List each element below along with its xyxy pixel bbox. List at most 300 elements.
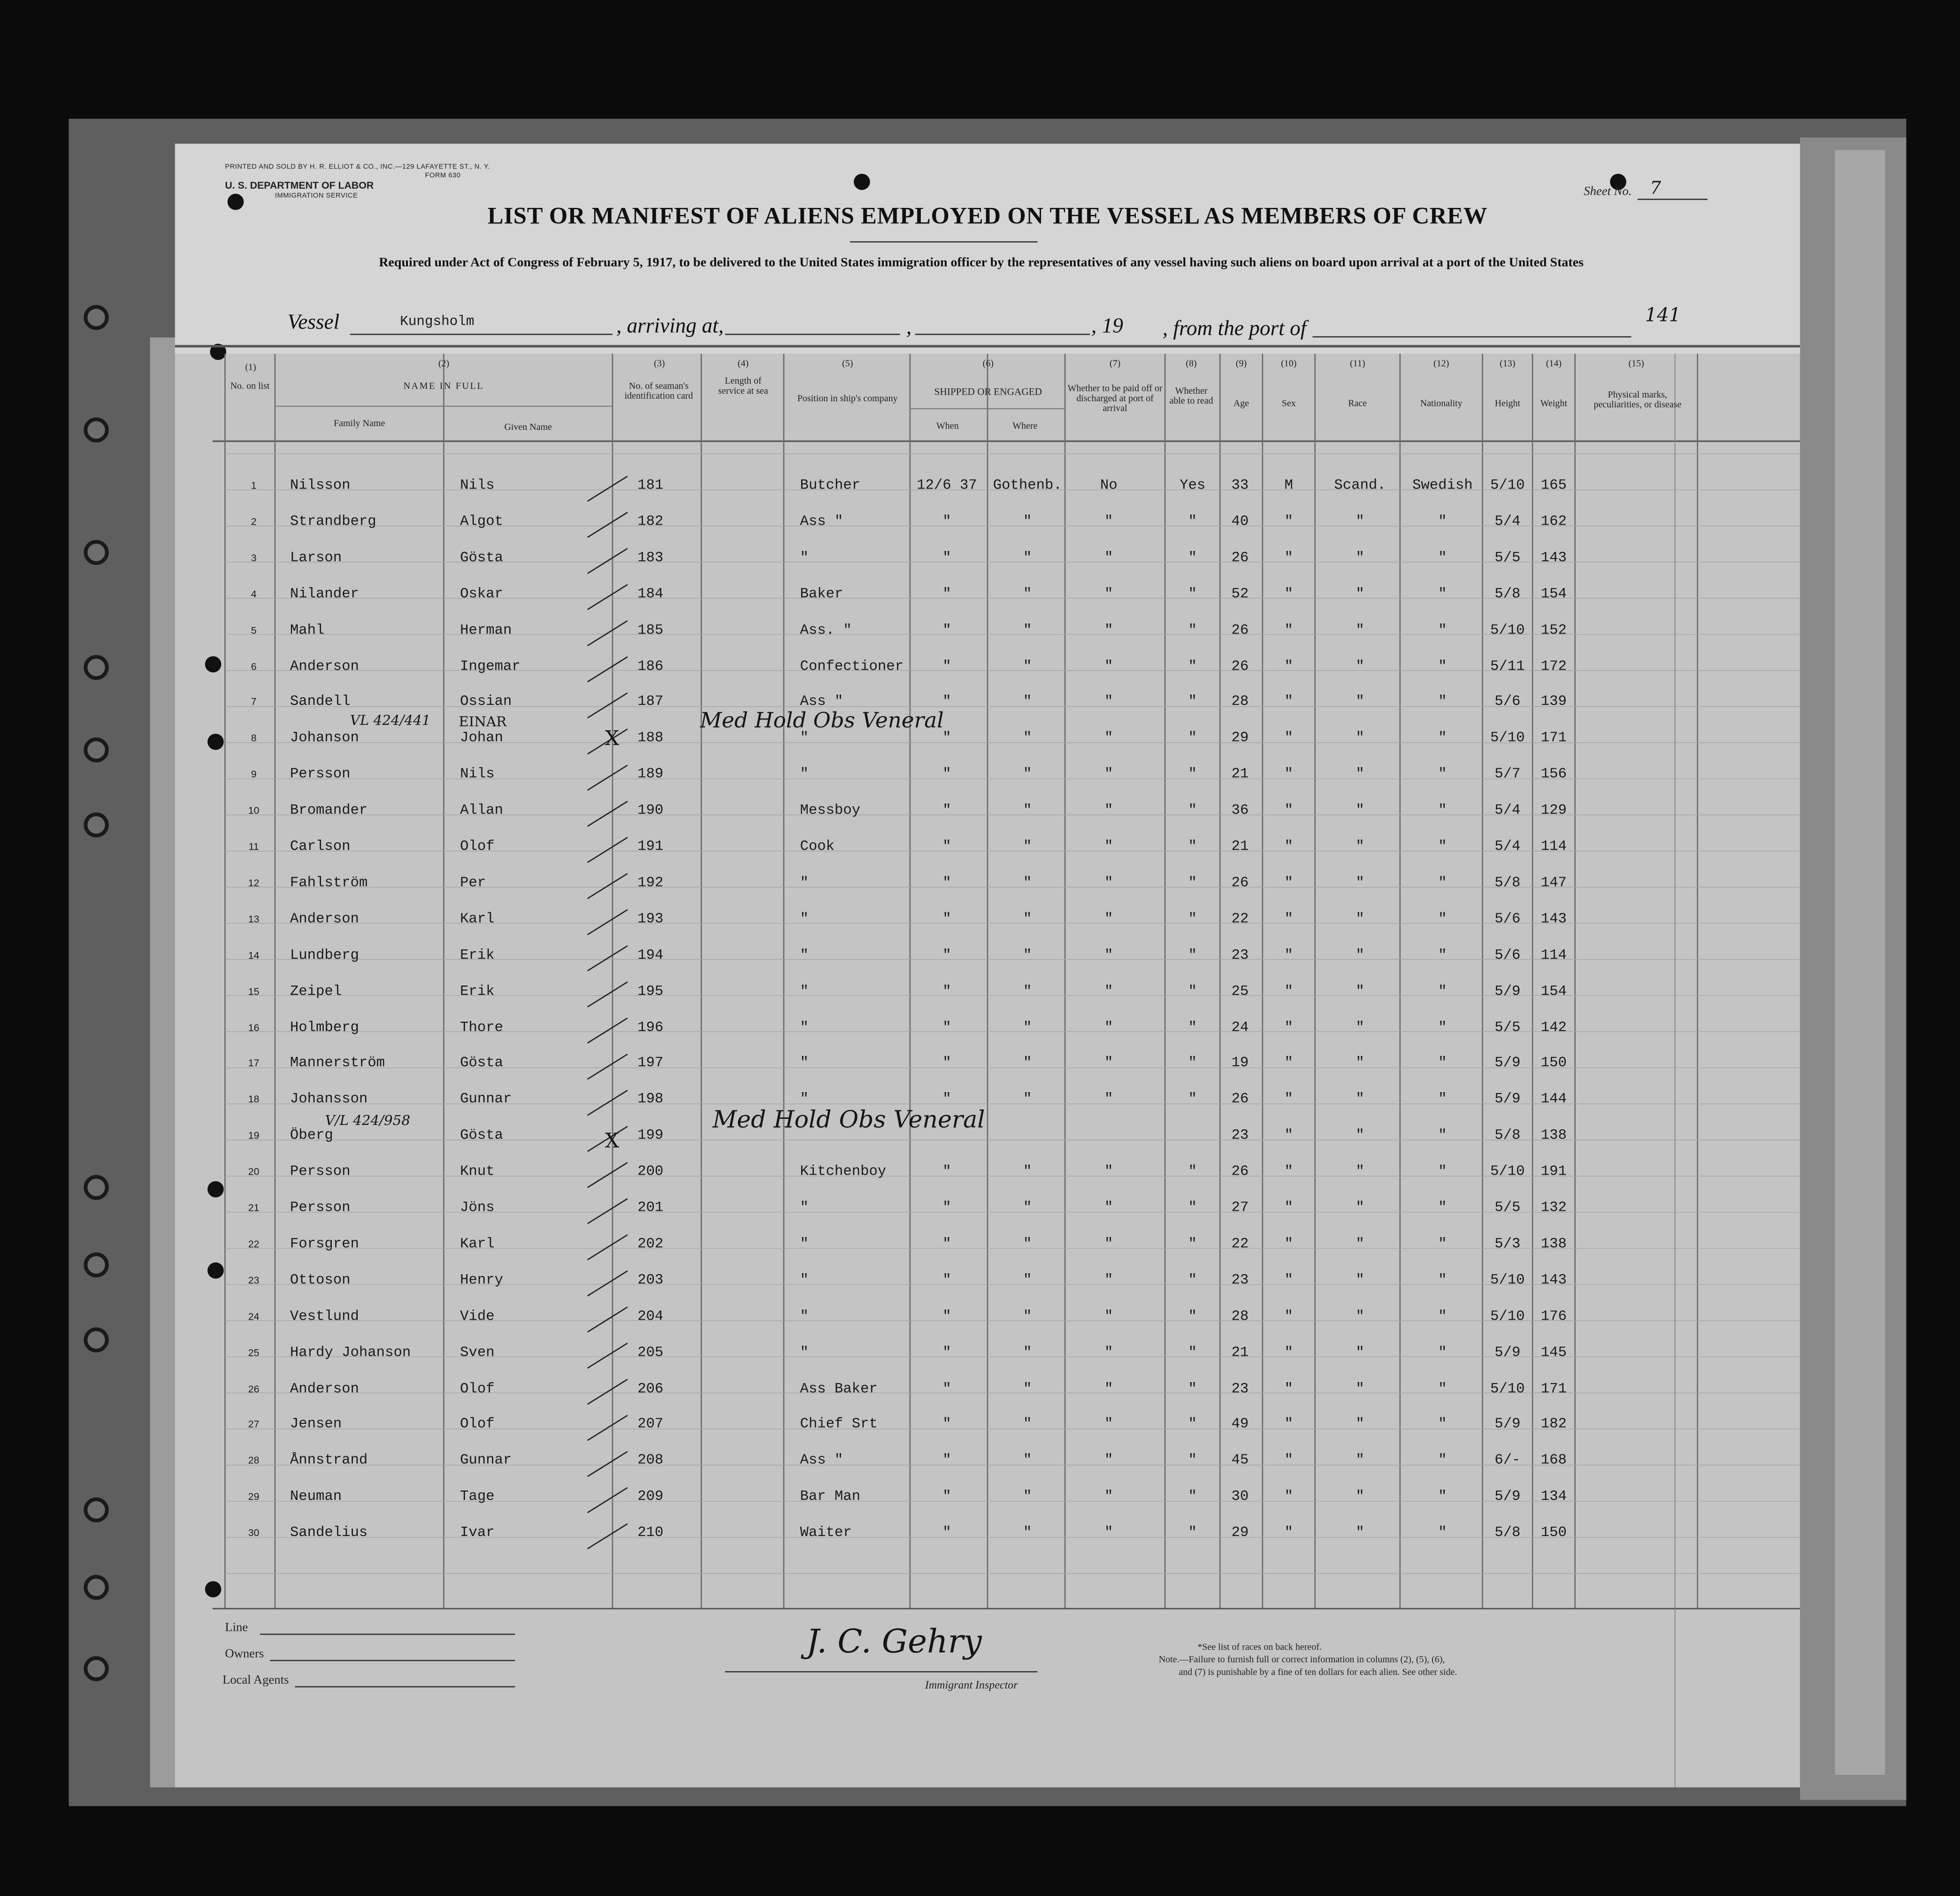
cell-position: Ass ": [800, 1453, 843, 1469]
cell-card-number: 208: [637, 1453, 664, 1469]
cell-weight: 162: [1540, 513, 1567, 530]
cell-sex: ": [1284, 550, 1294, 566]
cell-row-number: 22: [248, 1239, 260, 1250]
cell-given-name: Olof: [460, 1380, 495, 1397]
cell-able-to-read: ": [1188, 1055, 1197, 1072]
cell-position: ": [800, 766, 809, 783]
cell-height: 5/6: [1494, 911, 1521, 927]
cell-given-name: Karl: [460, 911, 495, 927]
cell-sex: ": [1284, 766, 1294, 783]
cell-family-name: Holmberg: [290, 1019, 359, 1036]
cell-race: ": [1355, 1489, 1364, 1506]
col5-num: (5): [842, 357, 853, 369]
cell-age: 26: [1231, 1163, 1249, 1180]
col10-header: Sex: [1281, 397, 1296, 409]
cell-paid-off: ": [1104, 1019, 1113, 1036]
cell-position: ": [800, 1200, 809, 1216]
cell-race: ": [1355, 1019, 1364, 1036]
cell-race: ": [1355, 947, 1364, 963]
cell-sex: ": [1284, 1019, 1294, 1036]
cell-family-name: Persson: [290, 766, 351, 783]
cell-age: 23: [1231, 1272, 1249, 1289]
cell-given-name: Gunnar: [460, 1453, 512, 1469]
cell-card-number: 190: [637, 803, 664, 819]
cell-row-number: 24: [248, 1310, 260, 1322]
cell-paid-off: ": [1104, 766, 1113, 783]
cell-shipped-where: ": [1023, 550, 1032, 566]
cell-able-to-read: ": [1188, 839, 1197, 855]
cell-card-number: 204: [637, 1308, 664, 1325]
cell-able-to-read: ": [1188, 875, 1197, 891]
cell-nationality: ": [1438, 839, 1447, 855]
binder-hole: [84, 540, 108, 565]
cell-able-to-read: ": [1188, 1489, 1197, 1506]
cell-nationality: ": [1438, 1055, 1447, 1072]
cell-race: ": [1355, 1127, 1364, 1144]
cell-age: 28: [1231, 1308, 1249, 1325]
cell-position: ": [800, 911, 809, 927]
owners-underline: [270, 1660, 515, 1661]
cell-card-number: 182: [637, 513, 664, 530]
cell-row-number: 19: [248, 1130, 260, 1142]
cell-position: Messboy: [800, 803, 861, 819]
cell-nationality: ": [1438, 1344, 1447, 1361]
cell-family-name: Forsgren: [290, 1236, 359, 1253]
penalty-note-2: and (7) is punishable by a fine of ten dollars for each alien. See other side.: [1179, 1666, 1457, 1678]
cell-able-to-read: ": [1188, 622, 1197, 638]
col9-header: Age: [1233, 397, 1249, 409]
cell-family-name: Nilander: [290, 586, 359, 602]
cell-weight: 152: [1540, 622, 1567, 638]
table-row: [175, 510, 1800, 546]
cell-card-number: 201: [637, 1200, 664, 1216]
cell-race: ": [1355, 1091, 1364, 1108]
cell-family-name: Mahl: [290, 622, 325, 638]
cell-given-name: Erik: [460, 947, 495, 963]
cell-age: 22: [1231, 911, 1249, 927]
cell-race: ": [1355, 1163, 1364, 1180]
cell-row-number: 20: [248, 1166, 260, 1178]
cell-given-name: Gösta: [460, 1055, 504, 1072]
cell-row-number: 4: [251, 588, 257, 600]
cell-given-name: Thore: [460, 1019, 504, 1036]
cell-race: ": [1355, 1525, 1364, 1542]
table-row: [175, 582, 1800, 618]
cell-nationality: ": [1438, 1308, 1447, 1325]
port-label: , from the port of: [1162, 316, 1307, 340]
local-agents-label: Local Agents: [222, 1674, 289, 1688]
cell-able-to-read: ": [1188, 911, 1197, 927]
table-row: [175, 654, 1800, 690]
cell-given-name: Karl: [460, 1236, 495, 1253]
cell-card-number: 202: [637, 1236, 664, 1253]
inspector-signature: J. C. Gehry: [806, 1623, 982, 1661]
cell-race: ": [1355, 730, 1364, 747]
cell-shipped-where: ": [1023, 1091, 1032, 1108]
cell-shipped-when: ": [942, 875, 951, 891]
cell-row-number: 7: [251, 696, 257, 708]
cell-shipped-where: ": [1023, 1163, 1032, 1180]
cell-family-name: Öberg: [290, 1127, 333, 1144]
cell-weight: 144: [1540, 1091, 1567, 1108]
cell-age: 21: [1231, 1344, 1249, 1361]
cell-sex: ": [1284, 622, 1294, 638]
cell-paid-off: ": [1104, 1091, 1113, 1108]
col3-header: No. of seaman's identification card: [624, 380, 693, 401]
cell-weight: 143: [1540, 911, 1567, 927]
row8-medical-note: Med Hold Obs Veneral: [700, 709, 944, 734]
cell-shipped-when: ": [942, 911, 951, 927]
cell-age: 26: [1231, 875, 1249, 891]
cell-height: 5/10: [1490, 477, 1525, 494]
cell-height: 5/4: [1494, 839, 1521, 855]
cell-card-number: 197: [637, 1055, 664, 1072]
cell-sex: ": [1284, 1308, 1294, 1325]
cell-shipped-where: ": [1023, 513, 1032, 530]
cell-height: 5/4: [1494, 513, 1521, 530]
table-row: [175, 1088, 1800, 1124]
cell-nationality: ": [1438, 586, 1447, 602]
page-number: 141: [1645, 304, 1681, 327]
cell-age: 23: [1231, 1380, 1249, 1397]
cell-age: 30: [1231, 1489, 1249, 1506]
cell-row-number: 9: [251, 769, 257, 780]
cell-shipped-when: ": [942, 839, 951, 855]
cell-card-number: 185: [637, 622, 664, 638]
cell-race: ": [1355, 1453, 1364, 1469]
cell-race: ": [1355, 1272, 1364, 1289]
cell-age: 40: [1231, 513, 1249, 530]
cell-age: 52: [1231, 586, 1249, 602]
cell-weight: 165: [1540, 477, 1567, 494]
cell-family-name: Johansson: [290, 1091, 368, 1108]
cell-position: Chief Srt: [800, 1416, 878, 1433]
table-row: [175, 907, 1800, 943]
cell-paid-off: ": [1104, 1416, 1113, 1433]
document-title: LIST OR MANIFEST OF ALIENS EMPLOYED ON THE VESSEL AS MEMBERS OF CREW: [487, 204, 1488, 230]
cell-nationality: ": [1438, 1236, 1447, 1253]
cell-age: 45: [1231, 1453, 1249, 1469]
cell-age: 24: [1231, 1019, 1249, 1036]
cell-given-name: Erik: [460, 983, 495, 1000]
cell-sex: ": [1284, 1163, 1294, 1180]
cell-age: 25: [1231, 983, 1249, 1000]
cell-family-name: Hardy Johanson: [290, 1344, 411, 1361]
cell-sex: ": [1284, 1416, 1294, 1433]
cell-height: 5/9: [1494, 1344, 1521, 1361]
cell-sex: ": [1284, 1272, 1294, 1289]
cell-shipped-where: ": [1023, 622, 1032, 638]
cell-age: 22: [1231, 1236, 1249, 1253]
row19-medical-note: Med Hold Obs Veneral: [712, 1106, 985, 1134]
cell-row-number: 17: [248, 1058, 260, 1070]
binder-hole: [84, 1175, 108, 1200]
cell-position: Cook: [800, 839, 835, 855]
cell-nationality: ": [1438, 1416, 1447, 1433]
cell-weight: 138: [1540, 1127, 1567, 1144]
cell-able-to-read: ": [1188, 766, 1197, 783]
cell-weight: 154: [1540, 586, 1567, 602]
col1-num: (1): [245, 361, 256, 373]
table-row: [175, 726, 1800, 763]
cell-race: ": [1355, 983, 1364, 1000]
cell-card-number: 184: [637, 586, 664, 602]
col9-num: (9): [1236, 357, 1247, 369]
col12-header: Nationality: [1420, 397, 1462, 409]
cell-age: 19: [1231, 1055, 1249, 1072]
cell-position: ": [800, 1236, 809, 1253]
binder-hole: [84, 418, 108, 443]
binder-hole: [84, 305, 108, 330]
cell-position: Butcher: [800, 477, 861, 494]
binder-hole: [84, 1498, 108, 1522]
cell-shipped-where: ": [1023, 839, 1032, 855]
cell-family-name: Mannerström: [290, 1055, 385, 1072]
cell-paid-off: ": [1104, 1236, 1113, 1253]
cell-nationality: ": [1438, 983, 1447, 1000]
cell-row-number: 5: [251, 624, 257, 636]
cell-height: 5/5: [1494, 550, 1521, 566]
cell-race: ": [1355, 1236, 1364, 1253]
cell-able-to-read: ": [1188, 694, 1197, 711]
col1-header: No. on list: [230, 380, 270, 391]
cell-shipped-where: ": [1023, 1416, 1032, 1433]
table-row: [175, 1232, 1800, 1269]
cell-shipped-where: ": [1023, 911, 1032, 927]
table-row: [175, 618, 1800, 654]
cell-card-number: 199: [637, 1127, 664, 1144]
cell-able-to-read: ": [1188, 803, 1197, 819]
cell-given-name: Olof: [460, 1416, 495, 1433]
cell-able-to-read: Yes: [1179, 477, 1206, 494]
service-name: IMMIGRATION SERVICE: [275, 192, 358, 200]
document-subtitle: Required under Act of Congress of February 5, 1917, to be delivered to the United States immigration officer by the representatives of any vessel having such aliens on board upon arrival at a port of the United States: [379, 256, 1584, 270]
cell-sex: ": [1284, 1344, 1294, 1361]
table-row: [175, 1377, 1800, 1413]
cell-sex: ": [1284, 1489, 1294, 1506]
cell-shipped-when: ": [942, 1344, 951, 1361]
cell-age: 49: [1231, 1416, 1249, 1433]
cell-family-name: Strandberg: [290, 513, 376, 530]
col8-header: Whether able to read: [1169, 385, 1213, 406]
cell-row-number: 12: [248, 877, 260, 889]
cell-able-to-read: ": [1188, 1236, 1197, 1253]
cell-weight: 191: [1540, 1163, 1567, 1180]
col8-num: (8): [1186, 357, 1197, 369]
col13-header: Height: [1494, 397, 1521, 409]
cell-row-number: 30: [248, 1527, 260, 1539]
cell-race: ": [1355, 803, 1364, 819]
cell-shipped-when: ": [942, 1525, 951, 1542]
row19-x-mark: X: [605, 1128, 620, 1153]
cell-shipped-where: ": [1023, 658, 1032, 674]
table-row: [175, 1160, 1800, 1196]
inspector-label: Immigrant Inspector: [925, 1678, 1018, 1691]
cell-sex: ": [1284, 1127, 1294, 1144]
cell-card-number: 205: [637, 1344, 664, 1361]
cell-given-name: Vide: [460, 1308, 495, 1325]
cell-given-name: Gunnar: [460, 1091, 512, 1108]
col7-num: (7): [1110, 357, 1121, 369]
binder-hole: [84, 1253, 108, 1277]
table-row: [175, 799, 1800, 835]
cell-family-name: Nilsson: [290, 477, 351, 494]
cell-card-number: 191: [637, 839, 664, 855]
cell-sex: ": [1284, 911, 1294, 927]
line-underline: [260, 1634, 515, 1635]
cell-height: 5/9: [1494, 1091, 1521, 1108]
cell-position: Ass ": [800, 513, 843, 530]
cell-card-number: 196: [637, 1019, 664, 1036]
cell-shipped-when: ": [942, 550, 951, 566]
col11-num: (11): [1350, 357, 1365, 369]
cell-sex: ": [1284, 1055, 1294, 1072]
cell-height: 5/9: [1494, 1489, 1521, 1506]
cell-shipped-when: ": [942, 1489, 951, 1506]
cell-weight: 138: [1540, 1236, 1567, 1253]
cell-family-name: Neuman: [290, 1489, 342, 1506]
cell-able-to-read: ": [1188, 1380, 1197, 1397]
cell-weight: 143: [1540, 550, 1567, 566]
table-row: [175, 1449, 1800, 1485]
cell-able-to-read: ": [1188, 1344, 1197, 1361]
cell-shipped-where: ": [1023, 875, 1032, 891]
cell-weight: 114: [1540, 839, 1567, 855]
cell-paid-off: ": [1104, 875, 1113, 891]
cell-age: 23: [1231, 1127, 1249, 1144]
cell-age: 29: [1231, 1525, 1249, 1542]
cell-row-number: 11: [248, 841, 259, 853]
table-row: [175, 979, 1800, 1016]
cell-age: 26: [1231, 550, 1249, 566]
col7-header: Whether to be paid off or discharged at port of arrival: [1067, 382, 1163, 414]
cell-height: 5/10: [1490, 1308, 1525, 1325]
cell-shipped-when: ": [942, 513, 951, 530]
cell-paid-off: ": [1104, 803, 1113, 819]
cell-family-name: Anderson: [290, 911, 359, 927]
table-row: [175, 546, 1800, 582]
cell-height: 5/6: [1494, 694, 1521, 711]
cell-position: Ass Baker: [800, 1380, 878, 1397]
sheet-label: Sheet No.: [1584, 185, 1632, 199]
col4-num: (4): [737, 357, 749, 369]
cell-row-number: 16: [248, 1022, 260, 1033]
col3-num: (3): [654, 357, 665, 369]
cell-shipped-when: ": [942, 1308, 951, 1325]
cell-row-number: 25: [248, 1346, 260, 1358]
row19-reference: V/L 424/958: [325, 1112, 410, 1129]
cell-card-number: 181: [637, 477, 664, 494]
col6-num: (6): [982, 357, 994, 369]
cell-position: ": [800, 730, 809, 747]
cell-shipped-when: ": [942, 1380, 951, 1397]
cell-sex: ": [1284, 1236, 1294, 1253]
cell-row-number: 21: [248, 1202, 260, 1214]
table-row: [175, 1196, 1800, 1232]
cell-given-name: Tage: [460, 1489, 495, 1506]
cell-given-name: Gösta: [460, 550, 504, 566]
cell-shipped-where: ": [1023, 803, 1032, 819]
col6a-header: When: [936, 420, 959, 431]
binder-right-edge-inner: [1835, 150, 1885, 1775]
cell-paid-off: ": [1104, 983, 1113, 1000]
cell-card-number: 189: [637, 766, 664, 783]
cell-shipped-when: ": [942, 1200, 951, 1216]
cell-row-number: 3: [251, 552, 257, 564]
cell-weight: 150: [1540, 1525, 1567, 1542]
cell-height: 5/3: [1494, 1236, 1521, 1253]
cell-height: 5/9: [1494, 1055, 1521, 1072]
cell-given-name: Nils: [460, 477, 495, 494]
cell-family-name: Jensen: [290, 1416, 342, 1433]
cell-nationality: ": [1438, 1019, 1447, 1036]
cell-card-number: 206: [637, 1380, 664, 1397]
cell-family-name: Larson: [290, 550, 342, 566]
binder-hole: [84, 812, 108, 837]
cell-height: 5/8: [1494, 1525, 1521, 1542]
cell-height: 5/10: [1490, 622, 1525, 638]
comma-separator: ,: [906, 315, 912, 339]
cell-given-name: Oskar: [460, 586, 504, 602]
col14-num: (14): [1546, 357, 1562, 369]
cell-age: 26: [1231, 622, 1249, 638]
cell-race: ": [1355, 694, 1364, 711]
cell-shipped-when: ": [942, 1091, 951, 1108]
table-row: [175, 871, 1800, 907]
cell-sex: ": [1284, 1453, 1294, 1469]
col4-header: Length of service at sea: [718, 375, 768, 397]
cell-weight: 171: [1540, 730, 1567, 747]
cell-weight: 182: [1540, 1416, 1567, 1433]
cell-card-number: 193: [637, 911, 664, 927]
cell-shipped-where: ": [1023, 1489, 1032, 1506]
cell-sex: ": [1284, 1091, 1294, 1108]
cell-shipped-when: ": [942, 1055, 951, 1072]
col10-num: (10): [1281, 357, 1297, 369]
department-name: U. S. DEPARTMENT OF LABOR: [225, 180, 374, 191]
cell-position: ": [800, 983, 809, 1000]
cell-height: 5/7: [1494, 766, 1521, 783]
cell-nationality: ": [1438, 1453, 1447, 1469]
cell-age: 33: [1231, 477, 1249, 494]
cell-shipped-when: ": [942, 803, 951, 819]
cell-paid-off: ": [1104, 839, 1113, 855]
cell-family-name: Johanson: [290, 730, 359, 747]
cell-shipped-where: Gothenb.: [993, 477, 1062, 494]
cell-position: ": [800, 1019, 809, 1036]
cell-sex: ": [1284, 839, 1294, 855]
cell-race: Scand.: [1334, 477, 1386, 494]
binder-hole: [84, 655, 108, 680]
arriving-label: , arriving at,: [616, 313, 724, 338]
year-label: , 19: [1091, 313, 1123, 338]
cell-race: ": [1355, 513, 1364, 530]
cell-paid-off: ": [1104, 730, 1113, 747]
cell-family-name: Ånnstrand: [290, 1453, 368, 1469]
cell-height: 5/4: [1494, 803, 1521, 819]
cell-able-to-read: ": [1188, 658, 1197, 674]
col12-num: (12): [1433, 357, 1449, 369]
cell-able-to-read: ": [1188, 1019, 1197, 1036]
cell-given-name: Nils: [460, 766, 495, 783]
cell-nationality: ": [1438, 1163, 1447, 1180]
cell-height: 5/11: [1490, 658, 1525, 674]
col2-header: NAME IN FULL: [403, 380, 484, 391]
cell-shipped-when: ": [942, 658, 951, 674]
cell-nationality: ": [1438, 658, 1447, 674]
cell-nationality: ": [1438, 911, 1447, 927]
cell-race: ": [1355, 550, 1364, 566]
